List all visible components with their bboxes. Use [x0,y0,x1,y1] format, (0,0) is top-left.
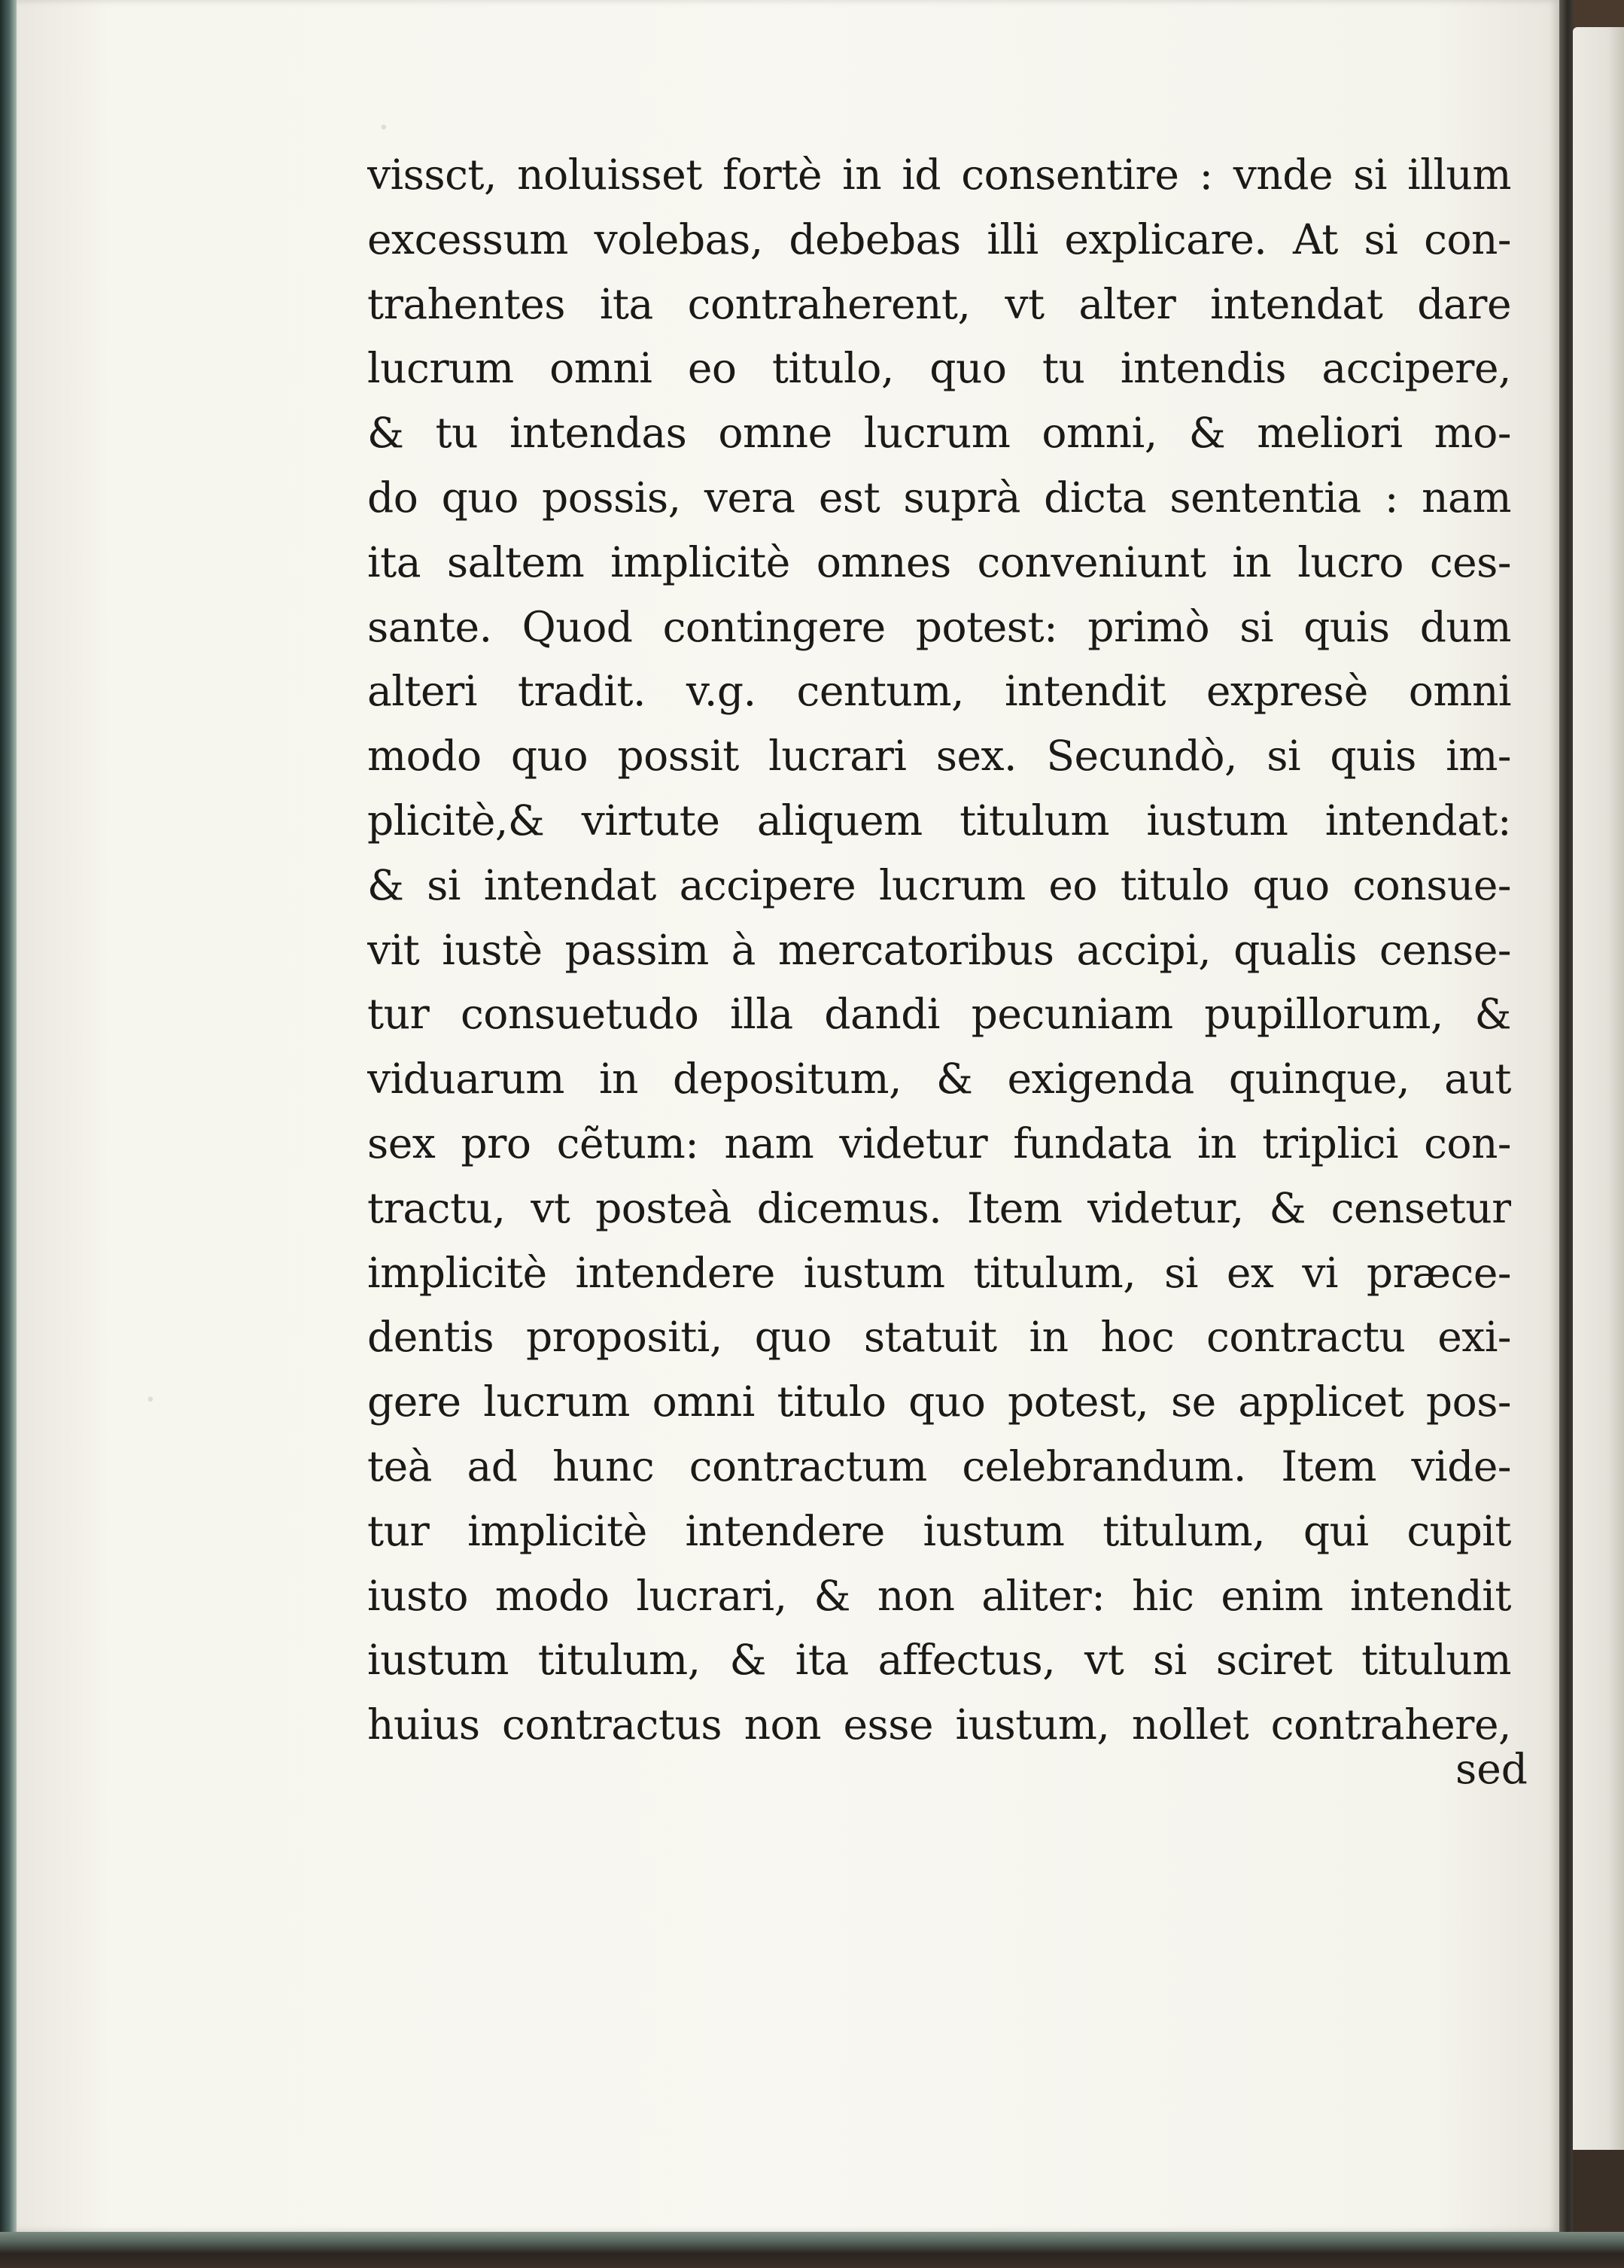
text-line: tractu, vt posteà dicemus. Item videtur, & censetur [367,1183,1511,1232]
book-cover-edge [1573,0,1624,27]
text-line: do quo possis, vera est suprà dicta sententia : nam [367,473,1511,522]
page-bottom-edge [0,2232,1624,2268]
text-line: dentis propositi, quo statuit in hoc contractu exi- [367,1313,1511,1362]
binding-edge-left [0,0,17,2268]
bleed-through-mark: · [144,1378,157,1421]
text-line: vit iustè passim à mercatoribus accipi, qualis cense- [367,925,1511,974]
next-page-edge [1573,27,1624,2150]
text-line: modo quo possit lucrari sex. Secundò, si quis im- [367,732,1511,781]
text-line: iusto modo lucrari, & non aliter: hic enim intendit [367,1571,1511,1620]
text-line: trahentes ita contraherent, vt alter intendat dare [367,279,1511,328]
text-line: plicitè,& virtute aliquem titulum iustum intendat: [367,796,1511,845]
text-line: & tu intendas omne lucrum omni, & meliori mo- [367,409,1511,458]
text-line: viduarum in depositum, & exigenda quinque, aut [367,1055,1511,1104]
text-line: teà ad hunc contractum celebrandum. Item vide- [367,1441,1511,1490]
text-line: alteri tradit. v.g. centum, intendit expresè omni [367,667,1511,716]
text-line: sex pro cẽtum: nam videtur fundata in triplici con- [367,1119,1511,1167]
text-line: sante. Quod contingere potest: primò si quis dum [367,602,1511,651]
text-line: implicitè intendere iustum titulum, si ex vi præce- [367,1248,1511,1297]
text-line: vissct, noluisset fortè in id consentire : vnde si illum [367,151,1511,199]
body-text [367,143,1511,1758]
page-gutter [1559,0,1573,2232]
text-line: lucrum omni eo titulo, quo tu intendis accipere, [367,344,1511,393]
text-line: huius contractus non esse iustum, nollet contrahere, [367,1700,1511,1749]
catchword: sed [1455,1745,1528,1793]
text-line: tur consuetudo illa dandi pecuniam pupillorum, & [367,990,1511,1039]
text-line: excessum volebas, debebas illi explicare. At si con- [367,215,1511,263]
text-line: gere lucrum omni titulo quo potest, se applicet pos- [367,1378,1511,1426]
text-line: tur implicitè intendere iustum titulum, qui cupit [367,1506,1511,1555]
text-line: & si intendat accipere lucrum eo titulo quo consue- [367,860,1511,909]
text-line: iustum titulum, & ita affectus, vt si sciret titulum [367,1636,1511,1685]
bleed-through-mark: · [378,105,390,149]
text-line: ita saltem implicitè omnes conveniunt in lucro ces- [367,537,1511,586]
